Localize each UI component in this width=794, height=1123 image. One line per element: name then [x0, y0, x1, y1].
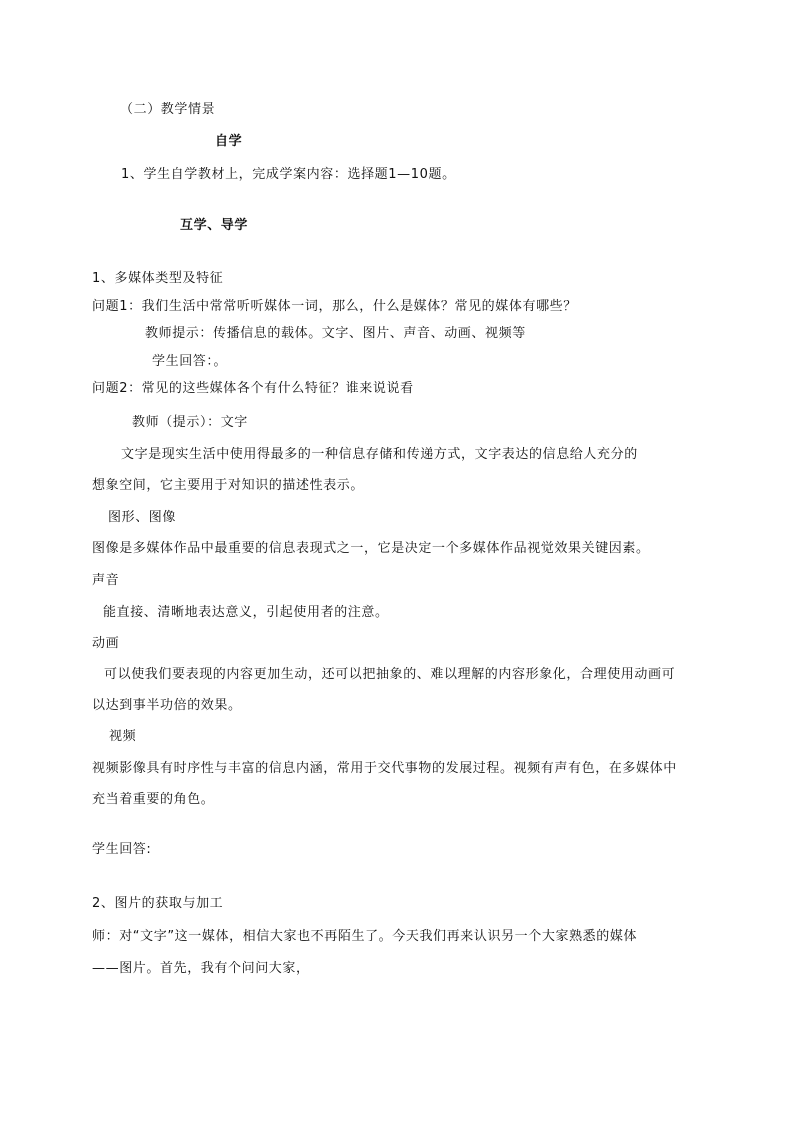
- sound-desc: 能直接、清晰地表达意义，引起使用者的注意。: [103, 605, 389, 620]
- video-title: 视频: [109, 729, 137, 744]
- graphics-title: 图形、图像: [108, 510, 177, 525]
- animation-title: 动画: [92, 636, 120, 651]
- self-study-item-1: 1、学生自学教材上，完成学案内容：选择题1—10题。: [121, 167, 456, 182]
- video-desc-line-2: 充当着重要的角色。: [92, 792, 215, 807]
- text-media-desc-line-2: 想象空间，它主要用于对知识的描述性表示。: [92, 478, 365, 493]
- question-1: 问题1：我们生活中常常听听媒体一词，那么，什么是媒体？常见的媒体有哪些？: [92, 299, 577, 314]
- student-answer-label: 学生回答:: [92, 842, 152, 857]
- sound-title: 声音: [92, 573, 120, 588]
- part2-teacher-line-1: 师：对“文字”这一媒体，相信大家也不再陌生了。今天我们再来认识另一个大家熟悉的媒体: [92, 929, 638, 944]
- question-2: 问题2：常见的这些媒体各个有什么特征？谁来说说看: [92, 381, 414, 396]
- part1-title: 1、多媒体类型及特征: [92, 271, 224, 286]
- self-study-title: 自学: [215, 134, 243, 149]
- part2-teacher-line-2: ——图片。首先，我有个问问大家，: [92, 961, 310, 976]
- question-1-student-answer: 学生回答：。: [152, 354, 228, 369]
- mutual-study-title: 互学、导学: [180, 218, 249, 233]
- part2-title: 2、图片的获取与加工: [92, 896, 224, 911]
- graphics-desc: 图像是多媒体作品中最重要的信息表现式之一，它是决定一个多媒体作品视觉效果关键因素。: [92, 541, 650, 556]
- question-2-teacher-text: 教师（提示）：文字: [132, 415, 248, 430]
- animation-desc-line-1: 可以使我们要表现的内容更加生动，还可以把抽象的、难以理解的内容形象化，合理使用动画可: [104, 667, 676, 682]
- question-1-teacher-hint: 教师提示：传播信息的载体。文字、图片、声音、动画、视频等: [145, 326, 526, 341]
- text-media-desc-line-1: 文字是现实生活中使用得最多的一种信息存储和传递方式，文字表达的信息给人充分的: [121, 447, 638, 462]
- video-desc-line-1: 视频影像具有时序性与丰富的信息内涵，常用于交代事物的发展过程。视频有声有色，在多媒体中: [92, 761, 677, 776]
- section-heading: （二）教学情景: [120, 102, 216, 117]
- animation-desc-line-2: 以达到事半功倍的效果。: [92, 698, 242, 713]
